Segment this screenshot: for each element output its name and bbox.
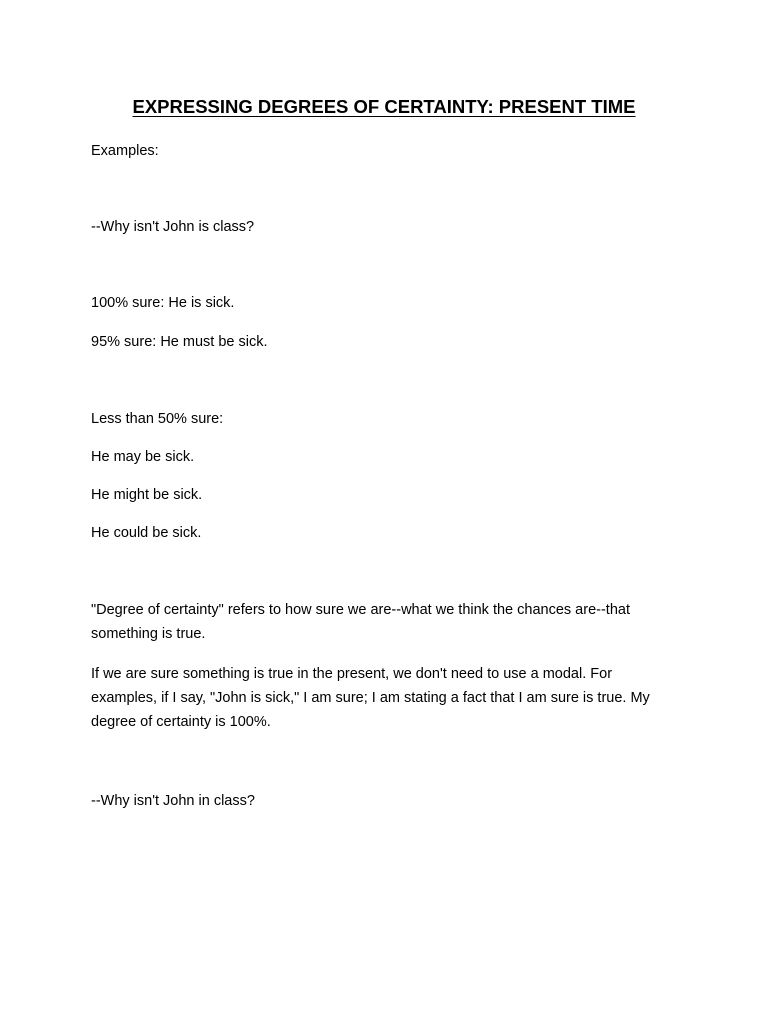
examples-label: Examples: <box>91 143 159 159</box>
certainty-95-line: 95% sure: He must be sick. <box>91 334 268 350</box>
explanation-paragraph: If we are sure something is true in the present, we don't need to use a modal. For examples, if I say, "John is sick," I am sure; I am stating a fact that I am sure is true. My degree of certainty is 100%. <box>91 666 650 730</box>
certainty-less-50-label: Less than 50% sure: <box>91 411 224 427</box>
definition-paragraph: "Degree of certainty" refers to how sure we are--what we think the chances are--that something is true. <box>91 602 630 642</box>
may-be-sick-line: He may be sick. <box>91 449 195 465</box>
example-question: --Why isn't John is class? <box>91 219 255 235</box>
certainty-100-line: 100% sure: He is sick. <box>91 295 235 311</box>
could-be-sick-line: He could be sick. <box>91 525 202 541</box>
might-be-sick-line: He might be sick. <box>91 487 203 503</box>
closing-question: --Why isn't John in class? <box>91 793 255 809</box>
page-title: EXPRESSING DEGREES OF CERTAINTY: PRESENT TIME <box>132 96 636 117</box>
